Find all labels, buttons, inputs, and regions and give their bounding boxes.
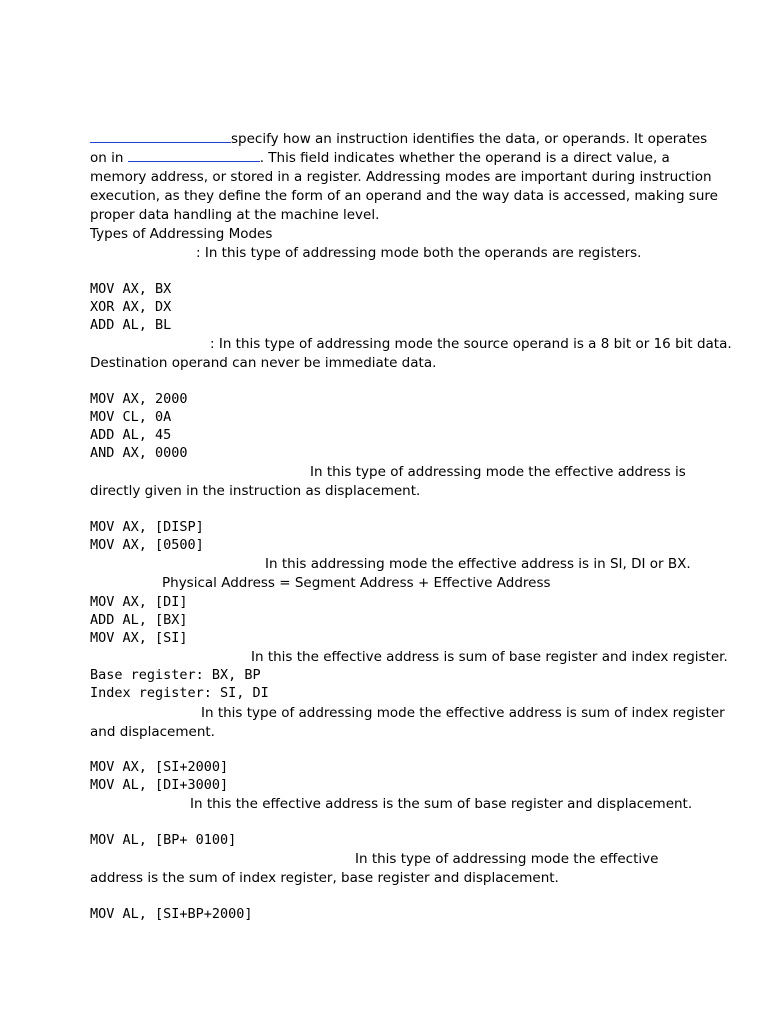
code-line: MOV AL, [DI+3000] bbox=[90, 777, 229, 793]
code-line: MOV CL, 0A bbox=[90, 409, 172, 425]
immediate-mode-desc-1: : In this type of addressing mode the source operand is a 8 bit or 16 bit data. bbox=[210, 336, 732, 352]
code-line: XOR AX, DX bbox=[90, 299, 172, 315]
code-line: MOV AX, [DI] bbox=[90, 594, 188, 610]
fill-in-blank-1[interactable] bbox=[90, 130, 231, 143]
based-indexed-disp-desc-2: address is the sum of index register, base register and displacement. bbox=[90, 870, 559, 886]
code-line: ADD AL, 45 bbox=[90, 427, 172, 443]
section-heading: Types of Addressing Modes bbox=[90, 226, 273, 242]
code-line: Base register: BX, BP bbox=[90, 667, 261, 683]
based-indexed-desc: In this the effective address is sum of base register and index register. bbox=[251, 649, 728, 665]
code-line: AND AX, 0000 bbox=[90, 445, 188, 461]
code-line: ADD AL, BL bbox=[90, 317, 172, 333]
physical-address-formula: Physical Address = Segment Address + Effective Address bbox=[162, 575, 551, 591]
indexed-mode-desc-1: In this type of addressing mode the effective address is sum of index register bbox=[201, 705, 725, 721]
intro-line-1: specify how an instruction identifies the data, or operands. It operates bbox=[90, 130, 707, 149]
direct-mode-desc-1: In this type of addressing mode the effective address is bbox=[310, 464, 686, 480]
intro-line-4: execution, as they define the form of an operand and the way data is accessed, making sure bbox=[90, 188, 718, 204]
code-line: MOV AX, [SI+2000] bbox=[90, 759, 229, 775]
direct-mode-desc-2: directly given in the instruction as displacement. bbox=[90, 483, 421, 499]
intro-line-2: on in . This field indicates whether the operand is a direct value, a bbox=[90, 150, 670, 166]
register-mode-desc: : In this type of addressing mode both the operands are registers. bbox=[196, 245, 642, 261]
code-line: MOV AL, [SI+BP+2000] bbox=[90, 906, 253, 922]
code-line: MOV AX, [DISP] bbox=[90, 519, 204, 535]
code-line: MOV AX, [SI] bbox=[90, 630, 188, 646]
indexed-mode-desc-2: and displacement. bbox=[90, 724, 215, 740]
code-line: Index register: SI, DI bbox=[90, 685, 269, 701]
code-line: MOV AX, [0500] bbox=[90, 537, 204, 553]
based-mode-desc: In this the effective address is the sum of base register and displacement. bbox=[190, 796, 693, 812]
code-line: MOV AL, [BP+ 0100] bbox=[90, 832, 237, 848]
based-indexed-disp-desc-1: In this type of addressing mode the effective bbox=[355, 851, 659, 867]
code-line: MOV AX, BX bbox=[90, 281, 172, 297]
intro-line-5: proper data handling at the machine level. bbox=[90, 207, 380, 223]
code-line: MOV AX, 2000 bbox=[90, 391, 188, 407]
code-line: ADD AL, [BX] bbox=[90, 612, 188, 628]
intro-line-3: memory address, or stored in a register. Addressing modes are important during instruction bbox=[90, 169, 712, 185]
indirect-mode-desc: In this addressing mode the effective address is in SI, DI or BX. bbox=[265, 556, 691, 572]
immediate-mode-desc-2: Destination operand can never be immediate data. bbox=[90, 355, 437, 371]
fill-in-blank-2[interactable] bbox=[128, 149, 260, 162]
